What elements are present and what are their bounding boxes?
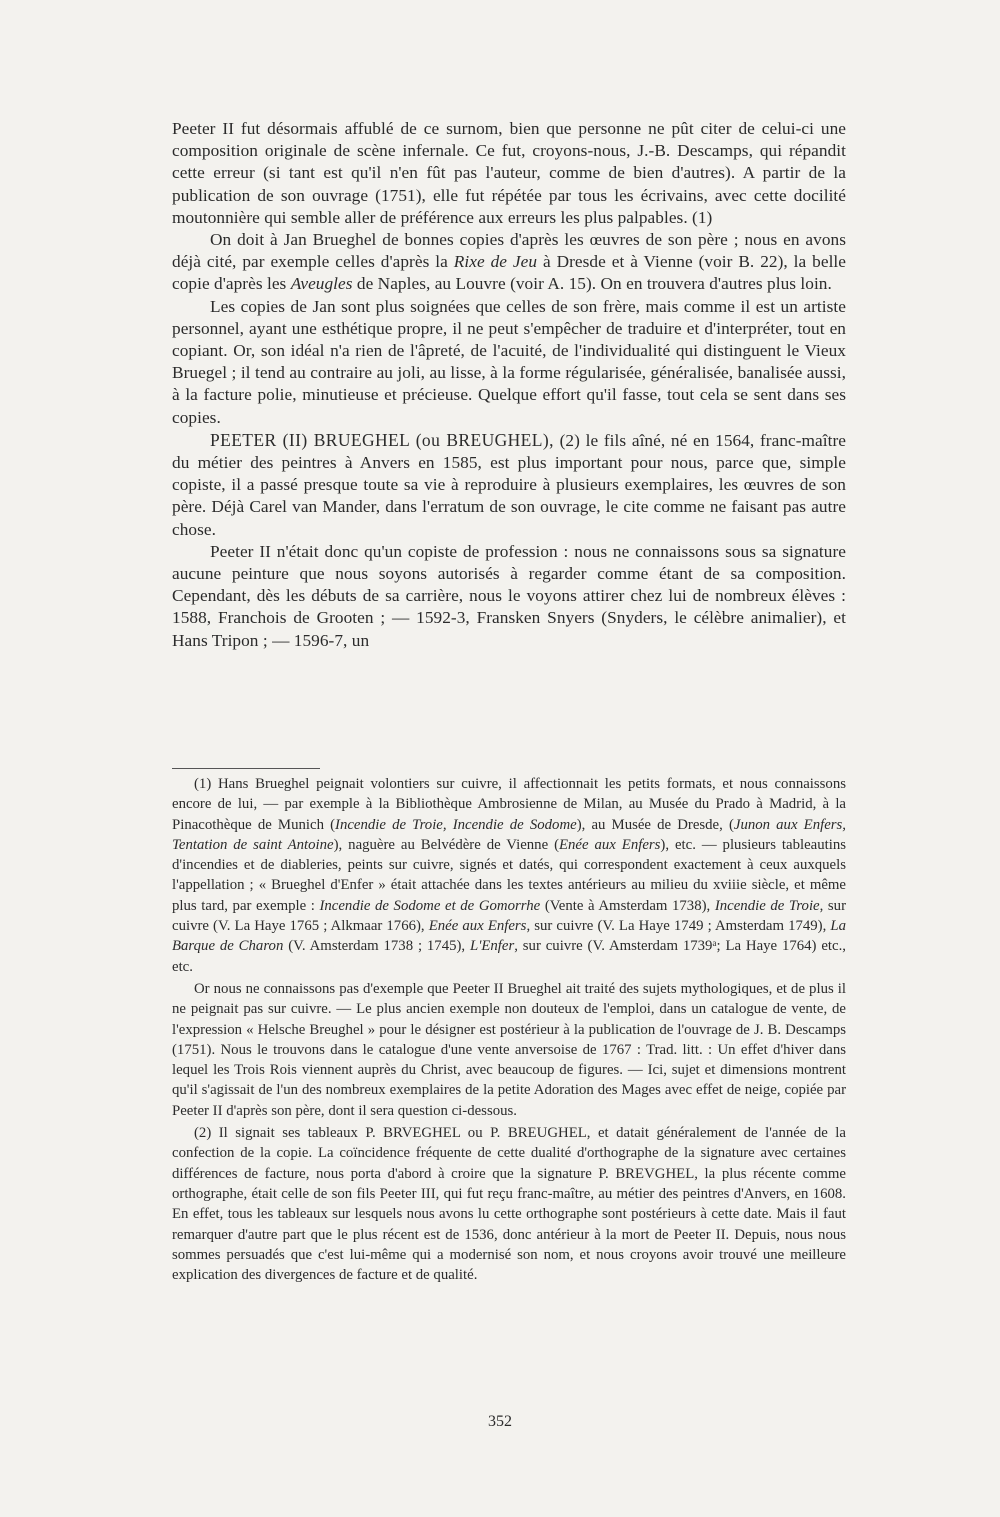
artwork-title: La Barque de Charon — [172, 918, 847, 955]
footnote-1 — [172, 774, 846, 977]
artwork-title: Enée aux Enfers — [559, 836, 661, 853]
text-run: (Vente à Amsterdam 1738), — [540, 897, 715, 914]
artwork-title: Aveugles — [290, 274, 353, 294]
paragraph-4 — [172, 429, 846, 541]
text-run: (V. Amsterdam 1738 ; 1745), — [283, 938, 470, 955]
main-text — [172, 118, 846, 652]
page-number: 352 — [488, 1413, 512, 1430]
text-run: On doit à Jan Brueghel de bonnes copies d'après les œuvres de son père ; nous en avons déjà cité, par exemple celles d'après la — [172, 230, 846, 272]
text-run: ), au Musée de Dresde, ( — [576, 816, 734, 833]
artwork-title: Rixe de Jeu — [453, 252, 538, 272]
text-run: à Dresde et à Vienne (voir B. 22), la belle copie d'après les — [172, 252, 847, 294]
text-run: (1) Hans Brueghel peignait volontiers sur cuivre, il affectionnait les petits formats, et nous connaissons encore de lui, — par exemple à la Bibliothèque Ambrosienne de Milan, au Musée du Prado à Madrid, à la Pinacothèque de Munich ( — [172, 776, 846, 833]
paragraph-3: Les copies de Jan sont plus soignées que celles de son frère, mais comme il est un artiste personnel, ayant une esthétique propre, il ne peut s'empêcher de traduire et d'interpréter, tout en copiant. Or, son idéal n'a rien de l'âpreté, de l'acuité, de l'individualité qui distinguent le Vieux Bruegel ; il tend au contraire au joli, au lisse, à la forme régularisée, généralisée, banalisée aussi, à la facture polie, minutieuse et précieuse. Quelque effort qu'il fasse, tout cela se sent dans ses copies. — [172, 296, 846, 427]
section-heading: PEETER (II) BRUEGHEL (ou BREUGHEL), — [210, 429, 554, 450]
artwork-title: Incendie de Sodome et de Gomorrhe — [319, 897, 541, 914]
artwork-title: L'Enfer — [469, 938, 515, 955]
text-run: ), etc. — plusieurs tableautins d'incendies et de diableries, peints sur cuivre, signés et datés, qui correspondent exactement à ceux auxquels l'appellation ; « Brueghel d'Enfer » était attachée dans les textes antérieurs au milieu du xviiie siècle, et même plus tard, par exemple : — [172, 836, 846, 914]
artwork-title: Enée aux Enfers — [428, 918, 527, 935]
footnote-1-continued: Or nous ne connaissons pas d'exemple que Peeter II Brueghel ait traité des sujets mythologiques, et de plus il ne peignait pas sur cuivre. — Le plus ancien exemple non douteux de l'emploi, dans un catalogue de vente, de l'expression « Helsche Breughel » pour le désigner est postérieur à la publication de l'ouvrage de J. B. Descamps (1751). Nous le trouvons dans le catalogue d'une vente anversoise de 1767 : Trad. litt. : Un effet d'hiver dans lequel les Trois Rois viennent auprès du Christ, avec beaucoup de figures. — Ici, sujet et dimensions montrent qu'il s'agissait de l'un des nombreux exemplaires de la petite Adoration des Mages avec effet de neige, copiée par Peeter II d'après son père, dont il sera question ci-dessous. — [172, 980, 846, 1119]
paragraph-5: Peeter II n'était donc qu'un copiste de profession : nous ne connaissons sous sa signature aucune peinture que nous soyons autorisés à regarder comme étant de sa composition. Cependant, dès les débuts de sa carrière, nous le voyons attirer chez lui de nombreux élèves : 1588, Franchois de Grooten ; — 1592-3, Fransken Snyers (Snyders, le célèbre animalier), et Hans Tripon ; — 1596-7, un — [172, 541, 846, 650]
text-run: , sur cuivre (V. La Haye 1765 ; Alkmaar 1766), — [172, 897, 847, 935]
artwork-title: Incendie de Troie, Incendie de Sodome — [335, 816, 577, 833]
footnote-2: (2) Il signait ses tableaux P. BRVEGHEL ou P. BREUGHEL, et datait généralement de l'année de la confection de la copie. La coïncidence fréquente de cette dualité d'orthographe de la signature avec certaines différences de facture, nous porta d'abord à croire que la signature P. BREVGHEL, la plus récente comme orthographe, était celle de son fils Peeter III, qui fut reçu franc-maître, au métier des peintres d'Anvers, en 1608. En effet, tous les tableaux sur lesquels nous avons lu cette orthographe sont postérieurs à cette date. Mais il faut remarquer d'autre part que le plus récent est de 1536, donc antérieur à la mort de Peeter II. Depuis, nous nous sommes persuadés que c'est lui-même qui a modernisé son nom, et nous croyons avoir trouvé une meilleure explication des divergences de facture et de qualité. — [172, 1125, 846, 1284]
footnote-rule — [172, 768, 320, 769]
paragraph-2 — [172, 229, 846, 296]
footnotes — [172, 774, 846, 1285]
text-run: (2) le fils aîné, né en 1564, franc-maître du métier des peintres à Anvers en 1585, est plus important pour nous, parce que, simple copiste, il a passé presque toute sa vie à reproduire à plusieurs exemplaires, les œuvres de son père. Déjà Carel van Mander, dans l'erratum de son ouvrage, le cite comme ne faisant pas autre chose. — [172, 430, 846, 539]
artwork-title: Incendie de Troie — [714, 897, 820, 914]
paragraph-1: Peeter II fut désormais affublé de ce surnom, bien que personne ne pût citer de celui-ci une composition originale de scène infernale. Ce fut, croyons-nous, J.-B. Descamps, qui répandit cette erreur (si tant est qu'il n'en fût pas l'auteur, comme de bien d'autres). A partir de la publication de son ouvrage (1751), elle fut répétée par tous les écrivains, avec cette docilité moutonnière qui semble aller de préférence aux erreurs les plus palpables. (1) — [172, 119, 846, 227]
text-run: de Naples, au Louvre (voir A. 15). On en trouvera d'autres plus loin. — [352, 274, 832, 294]
text-run: , sur cuivre (V. Amsterdam 1739ᵃ; La Haye 1764) etc., etc. — [172, 938, 846, 975]
text-run: , sur cuivre (V. La Haye 1749 ; Amsterdam 1749), — [526, 918, 831, 935]
artwork-title: Junon aux Enfers, Tentation de saint Antoine — [172, 816, 846, 853]
text-run: ), naguère au Belvédère de Vienne ( — [333, 836, 559, 853]
